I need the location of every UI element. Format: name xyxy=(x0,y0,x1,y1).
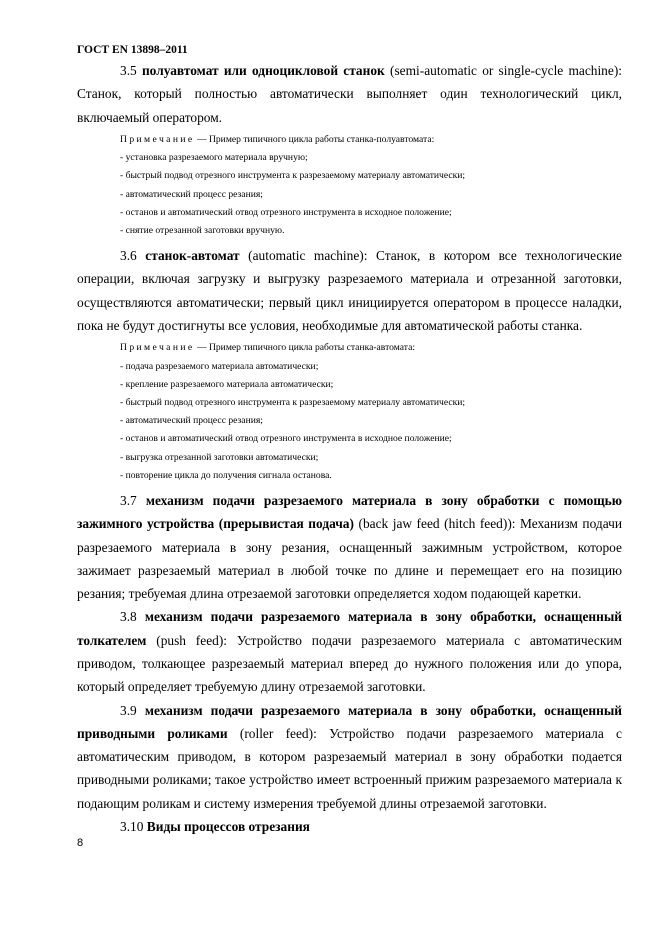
clause-3-8 xyxy=(77,605,622,698)
clause-number: 3.9 xyxy=(120,702,137,718)
note-heading xyxy=(77,131,622,149)
clause-term: механизм подачи разрезаемого материала в зону обработки с помощью зажимного устройства (прерывистая подача) xyxy=(77,492,622,532)
clause-term-english: (roller feed): xyxy=(239,725,317,741)
clause-definition: Станок, в котором все технологические операции, включая загрузку и выгрузку разрезаемого материала и отрезанной заготовки, осуществляются автоматически; первый цикл инициируется оператором в процессе наладки, пока не будут достигнуты все условия, необходимые для автоматической работы станка. xyxy=(77,248,622,333)
clause-3-7 xyxy=(77,489,622,605)
note-item: - подача разрезаемого материала автоматически; xyxy=(120,360,319,372)
note-item: - автоматический процесс резания; xyxy=(120,188,263,200)
clause-3-10 xyxy=(77,815,622,838)
clause-term: полуавтомат или одноцикловой станок xyxy=(141,63,385,78)
note-item: - останов и автоматический отвод отрезного инструмента в исходное положение; xyxy=(120,433,452,445)
document-body xyxy=(77,59,622,838)
clause-3-9 xyxy=(77,699,622,815)
clause-term: станок-автомат xyxy=(145,248,240,264)
note-item: - выгрузка отрезанной заготовки автоматически; xyxy=(120,451,319,463)
note-item: - останов и автоматический отвод отрезного инструмента в исходное положение; xyxy=(120,206,452,218)
clause-3-6 xyxy=(77,244,622,337)
clause-number: 3.7 xyxy=(120,492,137,508)
note-label: Примечание xyxy=(120,342,195,354)
clause-definition: Станок, который полностью автоматически выполняет один технологический цикл, включаемый оператором. xyxy=(77,86,622,125)
note-label: Примечание xyxy=(120,133,195,145)
clause-term: механизм подачи разрезаемого материала в зону обработки, оснащенный приводными роликами xyxy=(77,702,622,741)
note-item: - крепление разрезаемого материала автоматически; xyxy=(120,378,334,390)
clause-definition: Устройство подачи разрезаемого материала с автоматическим приводом, толкающее разрезаемый материал вперед до нужного положения или до упора, который определяет требуемую длину отрезаемой заготовки. xyxy=(77,632,622,695)
note-text: — Пример типичного цикла работы станка-автомата: xyxy=(196,342,416,354)
standard-header: ГОСТ EN 13898–2011 xyxy=(77,44,188,56)
note-heading xyxy=(77,339,622,357)
section-heading: Виды процессов отрезания xyxy=(146,819,310,835)
clause-term-english: (back jaw feed (hitch feed)): xyxy=(358,516,516,532)
clause-term-english: (push feed): xyxy=(156,632,228,648)
clause-number: 3.10 xyxy=(120,819,144,835)
note-item: - быстрый подвод отрезного инструмента к разрезаемому материалу автоматически; xyxy=(120,396,466,408)
clause-3-5 xyxy=(77,59,622,129)
note-item: - снятие отрезанной заготовки вручную. xyxy=(120,224,285,236)
note-text: — Пример типичного цикла работы станка-полуавтомата: xyxy=(196,133,435,145)
clause-term-english: (semi-automatic or single-cycle machine): xyxy=(389,63,622,78)
note-item: - установка разрезаемого материала вручную; xyxy=(120,152,308,164)
clause-definition: Устройство подачи разрезаемого материала с автоматическим приводом, в котором разрезаемый материал в зону обработки подается приводными роликами; такое устройство имеет встроенный прижим разрезаемого материала к подающим роликам и систему измерения требуемой длины отрезаемой заготовки. xyxy=(77,725,622,811)
note-item: - быстрый подвод отрезного инструмента к разрезаемому материалу автоматически; xyxy=(120,170,466,182)
note-item: - повторение цикла до получения сигнала останова. xyxy=(120,469,332,481)
clause-number: 3.5 xyxy=(120,63,137,78)
clause-number: 3.8 xyxy=(120,609,137,625)
note-item: - автоматический процесс резания; xyxy=(120,415,263,427)
clause-term: механизм подачи разрезаемого материала в зону обработки, оснащенный толкателем xyxy=(77,609,622,648)
clause-term-english: (automatic machine): xyxy=(248,248,368,264)
clause-definition: Механизм подачи разрезаемого материала в зону резания, оснащенный зажимным устройством, которое зажимает разрезаемый материал в любой точке по длине и перемещает его на позицию резания; требуемая длина отрезаемой заготовки определяется ходом подающей каретки. xyxy=(77,516,623,602)
clause-number: 3.6 xyxy=(120,248,137,264)
page-number: 8 xyxy=(77,837,84,849)
